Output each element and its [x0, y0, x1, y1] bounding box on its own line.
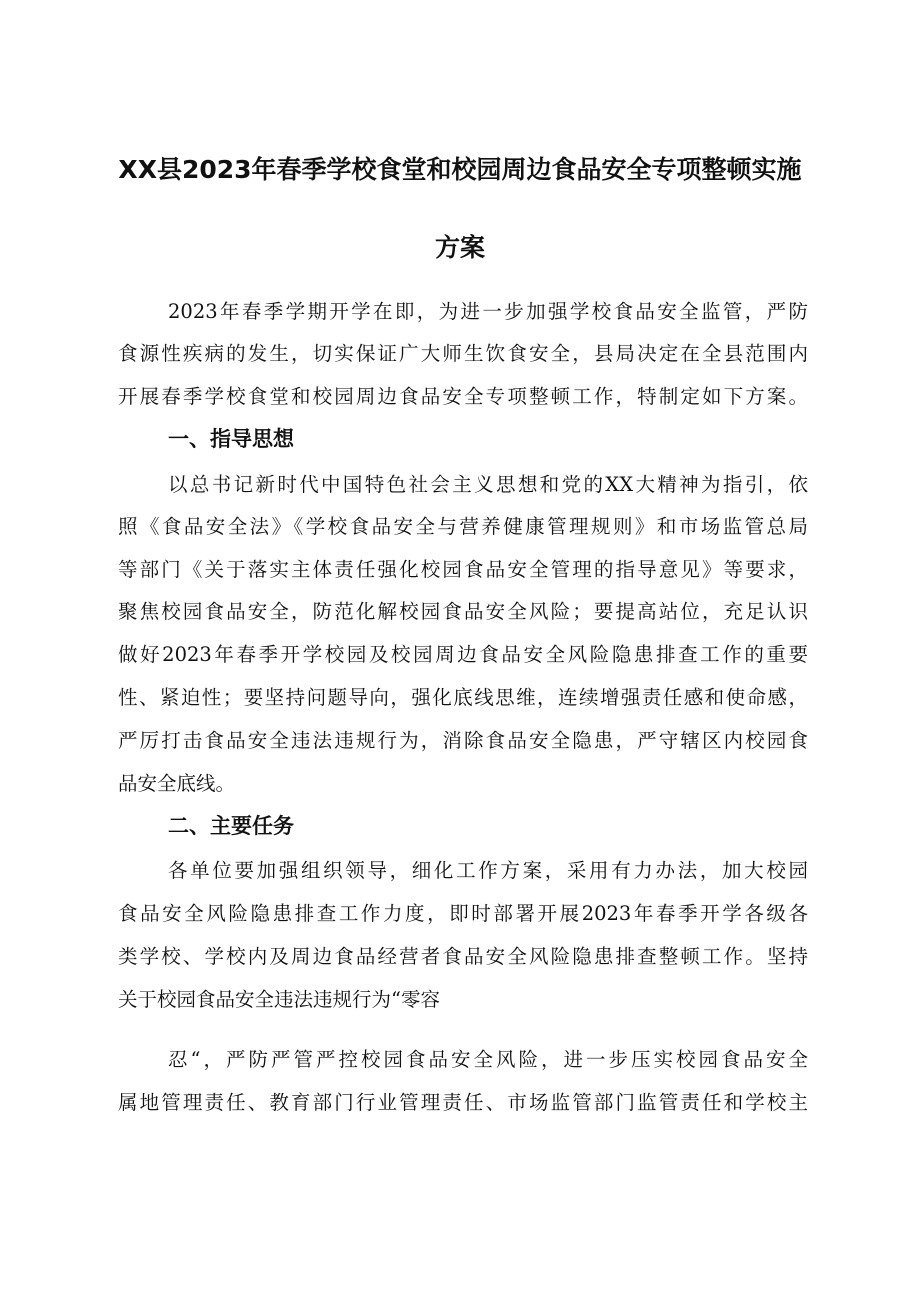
section-2-line-1: 各单位要加强组织领导，细化工作方案，采用有力办法，加大校园	[168, 859, 808, 882]
section-1-line-4: 聚焦校园食品安全，防范化解校园食品安全风险；要提高站位，充足认识	[118, 600, 808, 623]
intro-line-1: 2023年春季学期开学在即，为进一步加强学校食品安全监管，严防	[168, 300, 808, 323]
document-title-line-2: 方案	[434, 233, 485, 262]
intro-line-2: 食源性疾病的发生，切实保证广大师生饮食安全，县局决定在全县范围内	[118, 342, 808, 365]
section-2-line-2: 食品安全风险隐患排查工作力度，即时部署开展2023年春季开学各级各	[118, 902, 808, 925]
section-1-line-5: 做好2023年春季开学校园及校园周边食品安全风险隐患排查工作的重要	[118, 643, 808, 666]
section-2-heading: 二、主要任务	[168, 814, 294, 838]
section-1-line-6: 性、紧迫性；要坚持问题导向，强化底线思维，连续增强责任感和使命感，	[118, 686, 808, 709]
intro-line-3: 开展春季学校食堂和校园周边食品安全专项整顿工作，特制定如下方案。	[118, 385, 808, 408]
section-1-line-2: 照《食品安全法》《学校食品安全与营养健康管理规则》和市场监管总局	[118, 515, 808, 538]
section-1-line-8: 品安全底线。	[118, 772, 236, 795]
section-1-line-7: 严厉打击食品安全违法违规行为，消除食品安全隐患，严守辖区内校园食	[118, 729, 808, 752]
section-2-line-4: 关于校园食品安全违法违规行为“零容	[118, 988, 440, 1011]
section-2-continuation-line-2: 属地管理责任、教育部门行业管理责任、市场监管部门监管责任和学校主	[118, 1091, 808, 1114]
section-1-line-1: 以总书记新时代中国特色社会主义思想和党的XX大精神为指引，依	[168, 473, 808, 496]
section-2-line-3: 类学校、学校内及周边食品经营者食品安全风险隐患排查整顿工作。坚持	[118, 945, 808, 968]
section-2-continuation-line-1: 忍“，严防严管严控校园食品安全风险，进一步压实校园食品安全	[168, 1048, 808, 1071]
document-title-line-1: XX县2023年春季学校食堂和校园周边食品安全专项整顿实施	[118, 155, 802, 184]
section-1-line-3: 等部门《关于落实主体责任强化校园食品安全管理的指导意见》等要求，	[118, 558, 808, 581]
section-1-heading: 一、指导思想	[168, 427, 294, 451]
